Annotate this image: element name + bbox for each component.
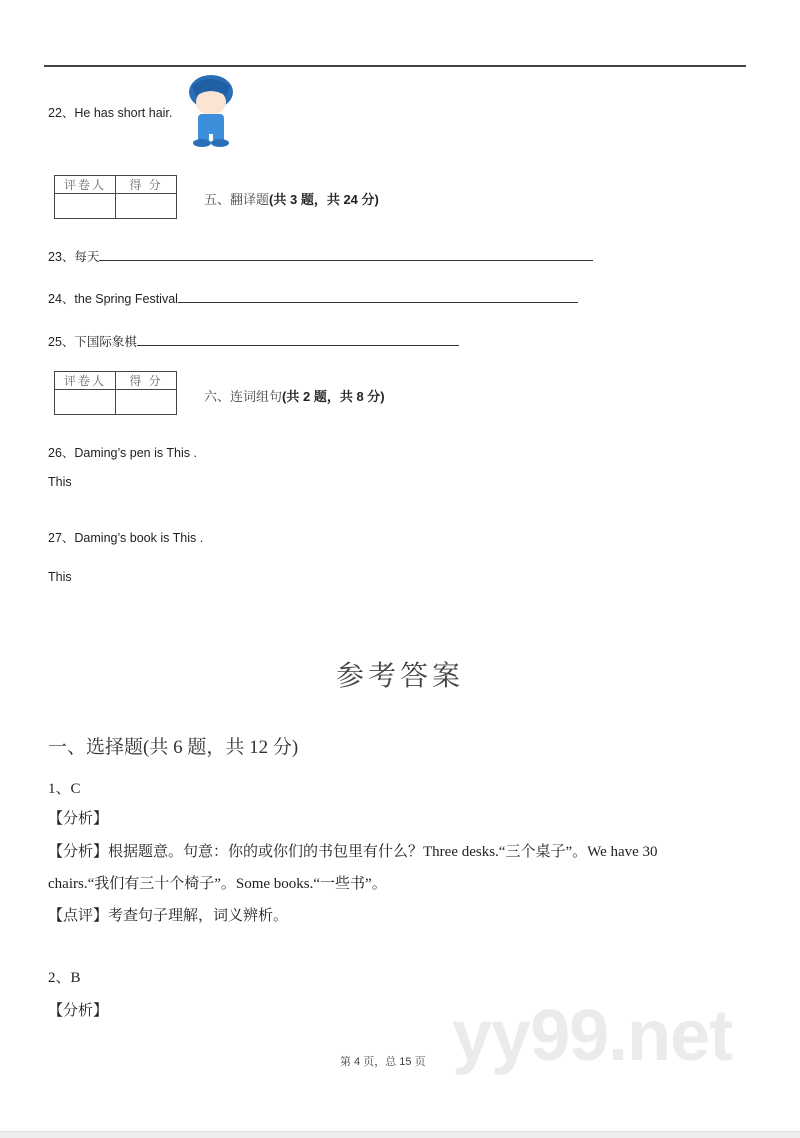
question-27-answer: This xyxy=(48,570,72,584)
score-header: 得 分 xyxy=(116,176,177,194)
score-table-5 xyxy=(54,175,177,219)
score-header: 得 分 xyxy=(116,372,177,390)
question-27: 27、Daming’s book is This . xyxy=(48,531,204,545)
question-23: 23、每天 xyxy=(48,247,593,265)
answer-blank[interactable] xyxy=(99,248,593,261)
score-cell xyxy=(116,390,177,415)
answer-1: 1、C xyxy=(48,781,81,797)
grader-header: 评卷人 xyxy=(55,176,116,194)
answers-title: 参考答案 xyxy=(336,661,465,692)
section-6-heading: 六、连词组句(共 2 题，共 8 分) xyxy=(204,389,385,404)
answer-blank[interactable] xyxy=(178,290,578,303)
page-footer: 第 4 页，总 15 页 xyxy=(340,1056,426,1068)
answer-1-analysis-line1: 【分析】根据题意。句意：你的或你们的书包里有什么？Three desks.“三个桌子”。We have 30 xyxy=(48,844,658,860)
answer-2-tag: 【分析】 xyxy=(48,1003,109,1019)
answer-1-analysis-line2: chairs.“我们有三十个椅子”。Some books.“一些书”。 xyxy=(48,876,387,892)
grader-cell xyxy=(55,194,116,219)
grader-header: 评卷人 xyxy=(55,372,116,390)
question-26-answer: This xyxy=(48,475,72,489)
answer-2: 2、B xyxy=(48,970,81,986)
grader-cell xyxy=(55,390,116,415)
answers-section-1: 一、选择题(共 6 题，共 12 分) xyxy=(48,737,299,758)
question-26: 26、Daming’s pen is This . xyxy=(48,446,197,460)
answer-blank[interactable] xyxy=(137,333,459,346)
answer-1-comment: 【点评】考查句子理解，词义辨析。 xyxy=(48,908,289,924)
question-24: 24、the Spring Festival xyxy=(48,289,578,307)
question-25: 25、下国际象棋 xyxy=(48,332,459,350)
header-rule xyxy=(44,65,746,67)
answer-1-tag: 【分析】 xyxy=(48,811,109,827)
question-22: 22、He has short hair. xyxy=(48,106,173,120)
score-table-6 xyxy=(54,371,177,415)
score-cell xyxy=(116,194,177,219)
section-5-heading: 五、翻译题(共 3 题，共 24 分) xyxy=(204,192,379,207)
watermark: yy99.net xyxy=(452,996,733,1076)
boy-illustration xyxy=(182,72,240,148)
